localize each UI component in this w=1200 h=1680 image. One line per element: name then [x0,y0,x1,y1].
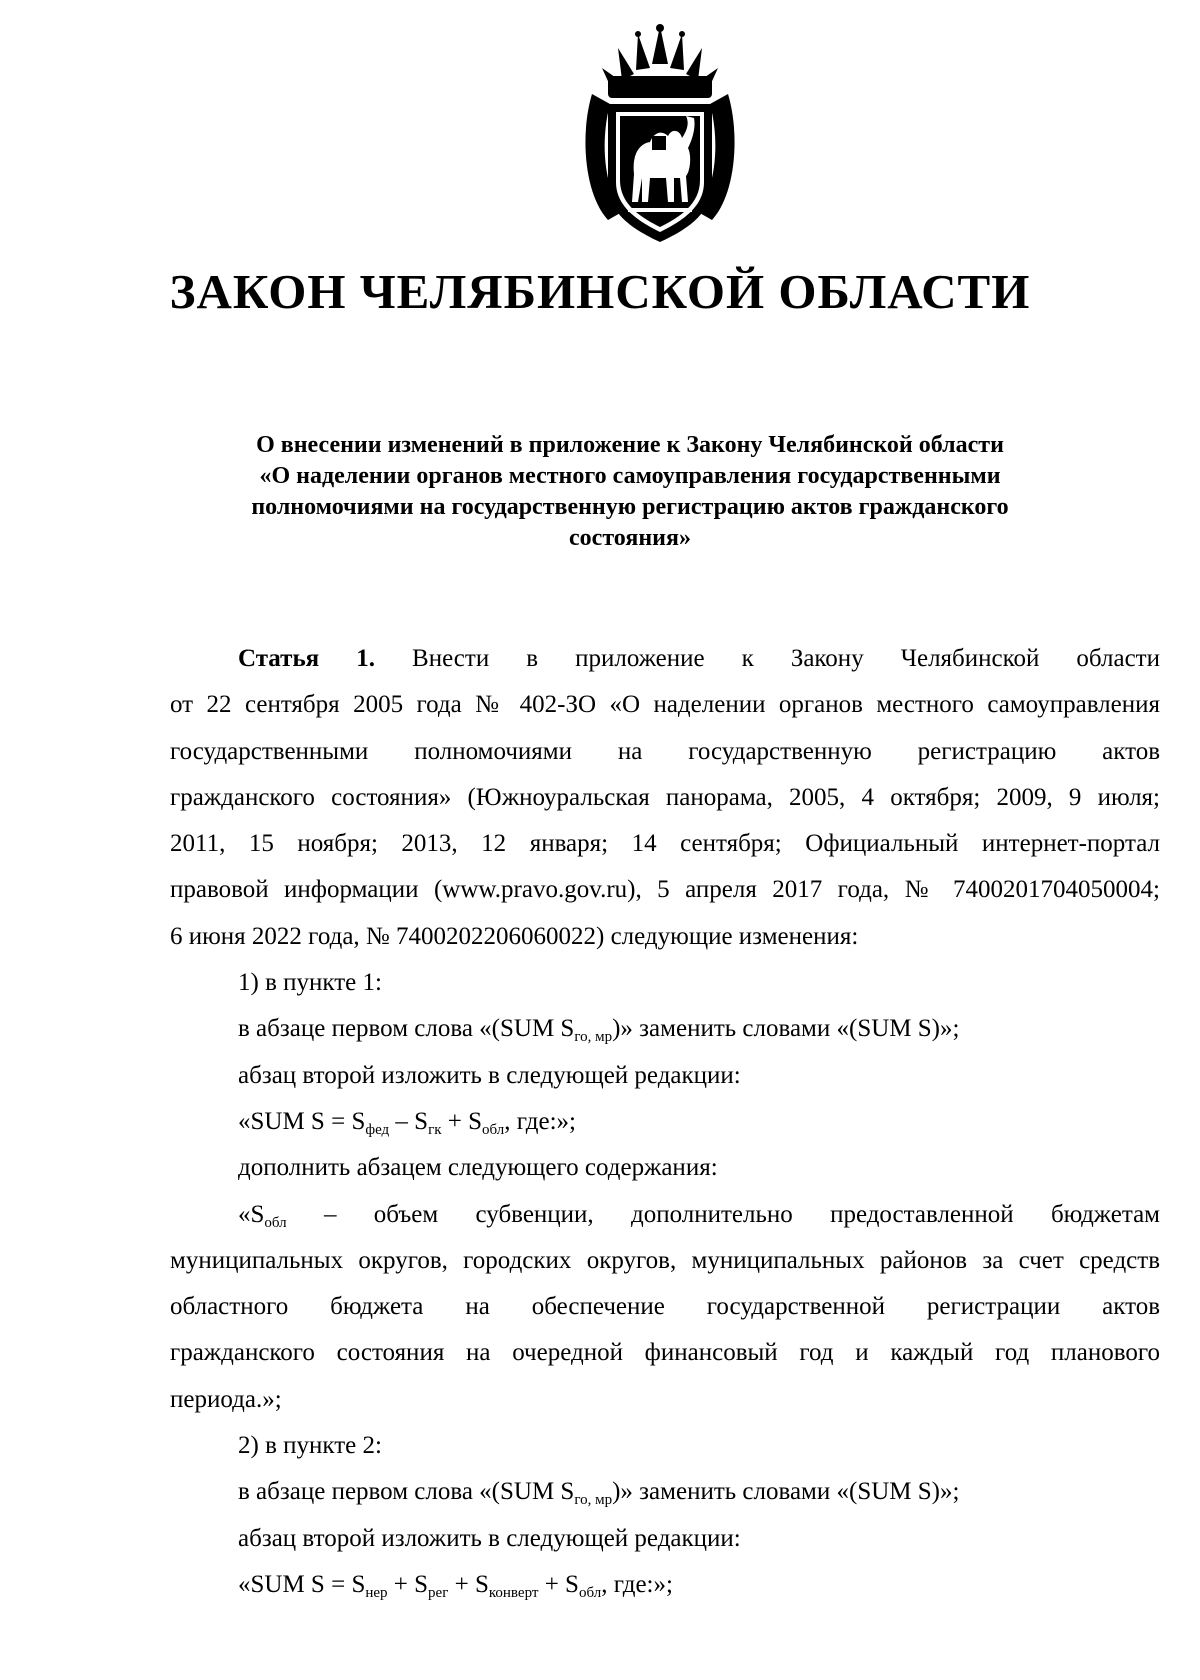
item-1-quote-line-1 [170,1192,1160,1238]
subscript: обл [264,1214,287,1231]
text: в абзаце первом слова «(SUM S [238,1478,575,1506]
text: + S [448,1570,489,1598]
item-1-formula [170,1099,1160,1145]
subscript: обл [578,1584,602,1601]
law-subject: О внесении изменений в приложение к Закону Челябинской области «О наделении органов местного самоуправления государственными полномочиями на государственную регистрацию актов гражданского состояния» [251,432,1009,551]
article-1-line: 6 июня 2022 года, № 7400202206060022) следующие изменения: [170,922,859,950]
article-1-line: государственными полномочиями на государственную регистрацию актов [170,737,1160,765]
item-1-quote-line: гражданского состояния на очередной финансовый год и каждый год планового [170,1339,1160,1367]
coat-of-arms-icon [578,24,742,246]
text: в абзаце первом слова «(SUM S [238,1015,575,1043]
item-1-heading: 1) в пункте 1: [238,969,382,997]
subscript: фед [365,1121,390,1138]
text: – S [389,1107,429,1135]
subscript: нер [365,1584,388,1601]
text: + S [538,1570,579,1598]
text: + S [441,1107,483,1135]
item-1-quote-line: периода.»; [170,1385,282,1413]
item-1-paragraph-2: абзац второй изложить в следующей редакции: [238,1061,741,1089]
item-2-paragraph-1 [170,1469,1160,1515]
subscript: го, мр [574,1492,613,1509]
article-label: Статья 1. [238,645,375,672]
text: «SUM S = S [238,1107,366,1135]
text: )» заменить словами «(SUM S)»; [612,1015,960,1043]
text: )» заменить словами «(SUM S)»; [612,1478,960,1506]
text: – объем субвенции, дополнительно предоставленной бюджетам [286,1200,1160,1228]
article-1-line: от 22 сентября 2005 года № 402-ЗО «О наделении органов местного самоуправления [170,691,1160,719]
subscript: гк [428,1121,442,1138]
subscript: го, мр [574,1029,613,1046]
item-2-heading: 2) в пункте 2: [238,1432,382,1460]
item-2-formula [170,1562,1160,1608]
item-2-paragraph-2: абзац второй изложить в следующей редакции: [238,1524,741,1552]
text: «SUM S = S [238,1570,366,1598]
text: «S [238,1200,265,1228]
law-body [170,636,1160,1608]
text: , где:»; [601,1570,673,1598]
article-1-text: Внести в приложение к Закону Челябинской области [412,645,1160,672]
law-title: ЗАКОН ЧЕЛЯБИНСКОЙ ОБЛАСТИ [169,264,1031,319]
article-1-line: гражданского состояния» (Южноуральская панорама, 2005, 4 октября; 2009, 9 июля; [170,783,1160,811]
article-1-line: 2011, 15 ноября; 2013, 12 января; 14 сентября; Официальный интернет-портал [170,830,1160,858]
item-1-paragraph-3: дополнить абзацем следующего содержания: [238,1154,718,1182]
subscript: рег [428,1584,449,1601]
item-1-quote-line: областного бюджета на обеспечение государственной регистрации актов [170,1293,1160,1321]
article-1-line: правовой информации (www.pravo.gov.ru), 5 апреля 2017 года, № 7400201704050004; [170,876,1160,904]
subscript: обл [482,1121,505,1138]
article-1-line-1 [170,636,1160,682]
item-1-quote-line: муниципальных округов, городских округов, муниципальных районов за счет средств [170,1246,1160,1274]
text: + S [387,1570,429,1598]
text: , где:»; [504,1107,576,1135]
subscript: конверт [488,1584,539,1601]
item-1-paragraph-1 [170,1006,1160,1052]
